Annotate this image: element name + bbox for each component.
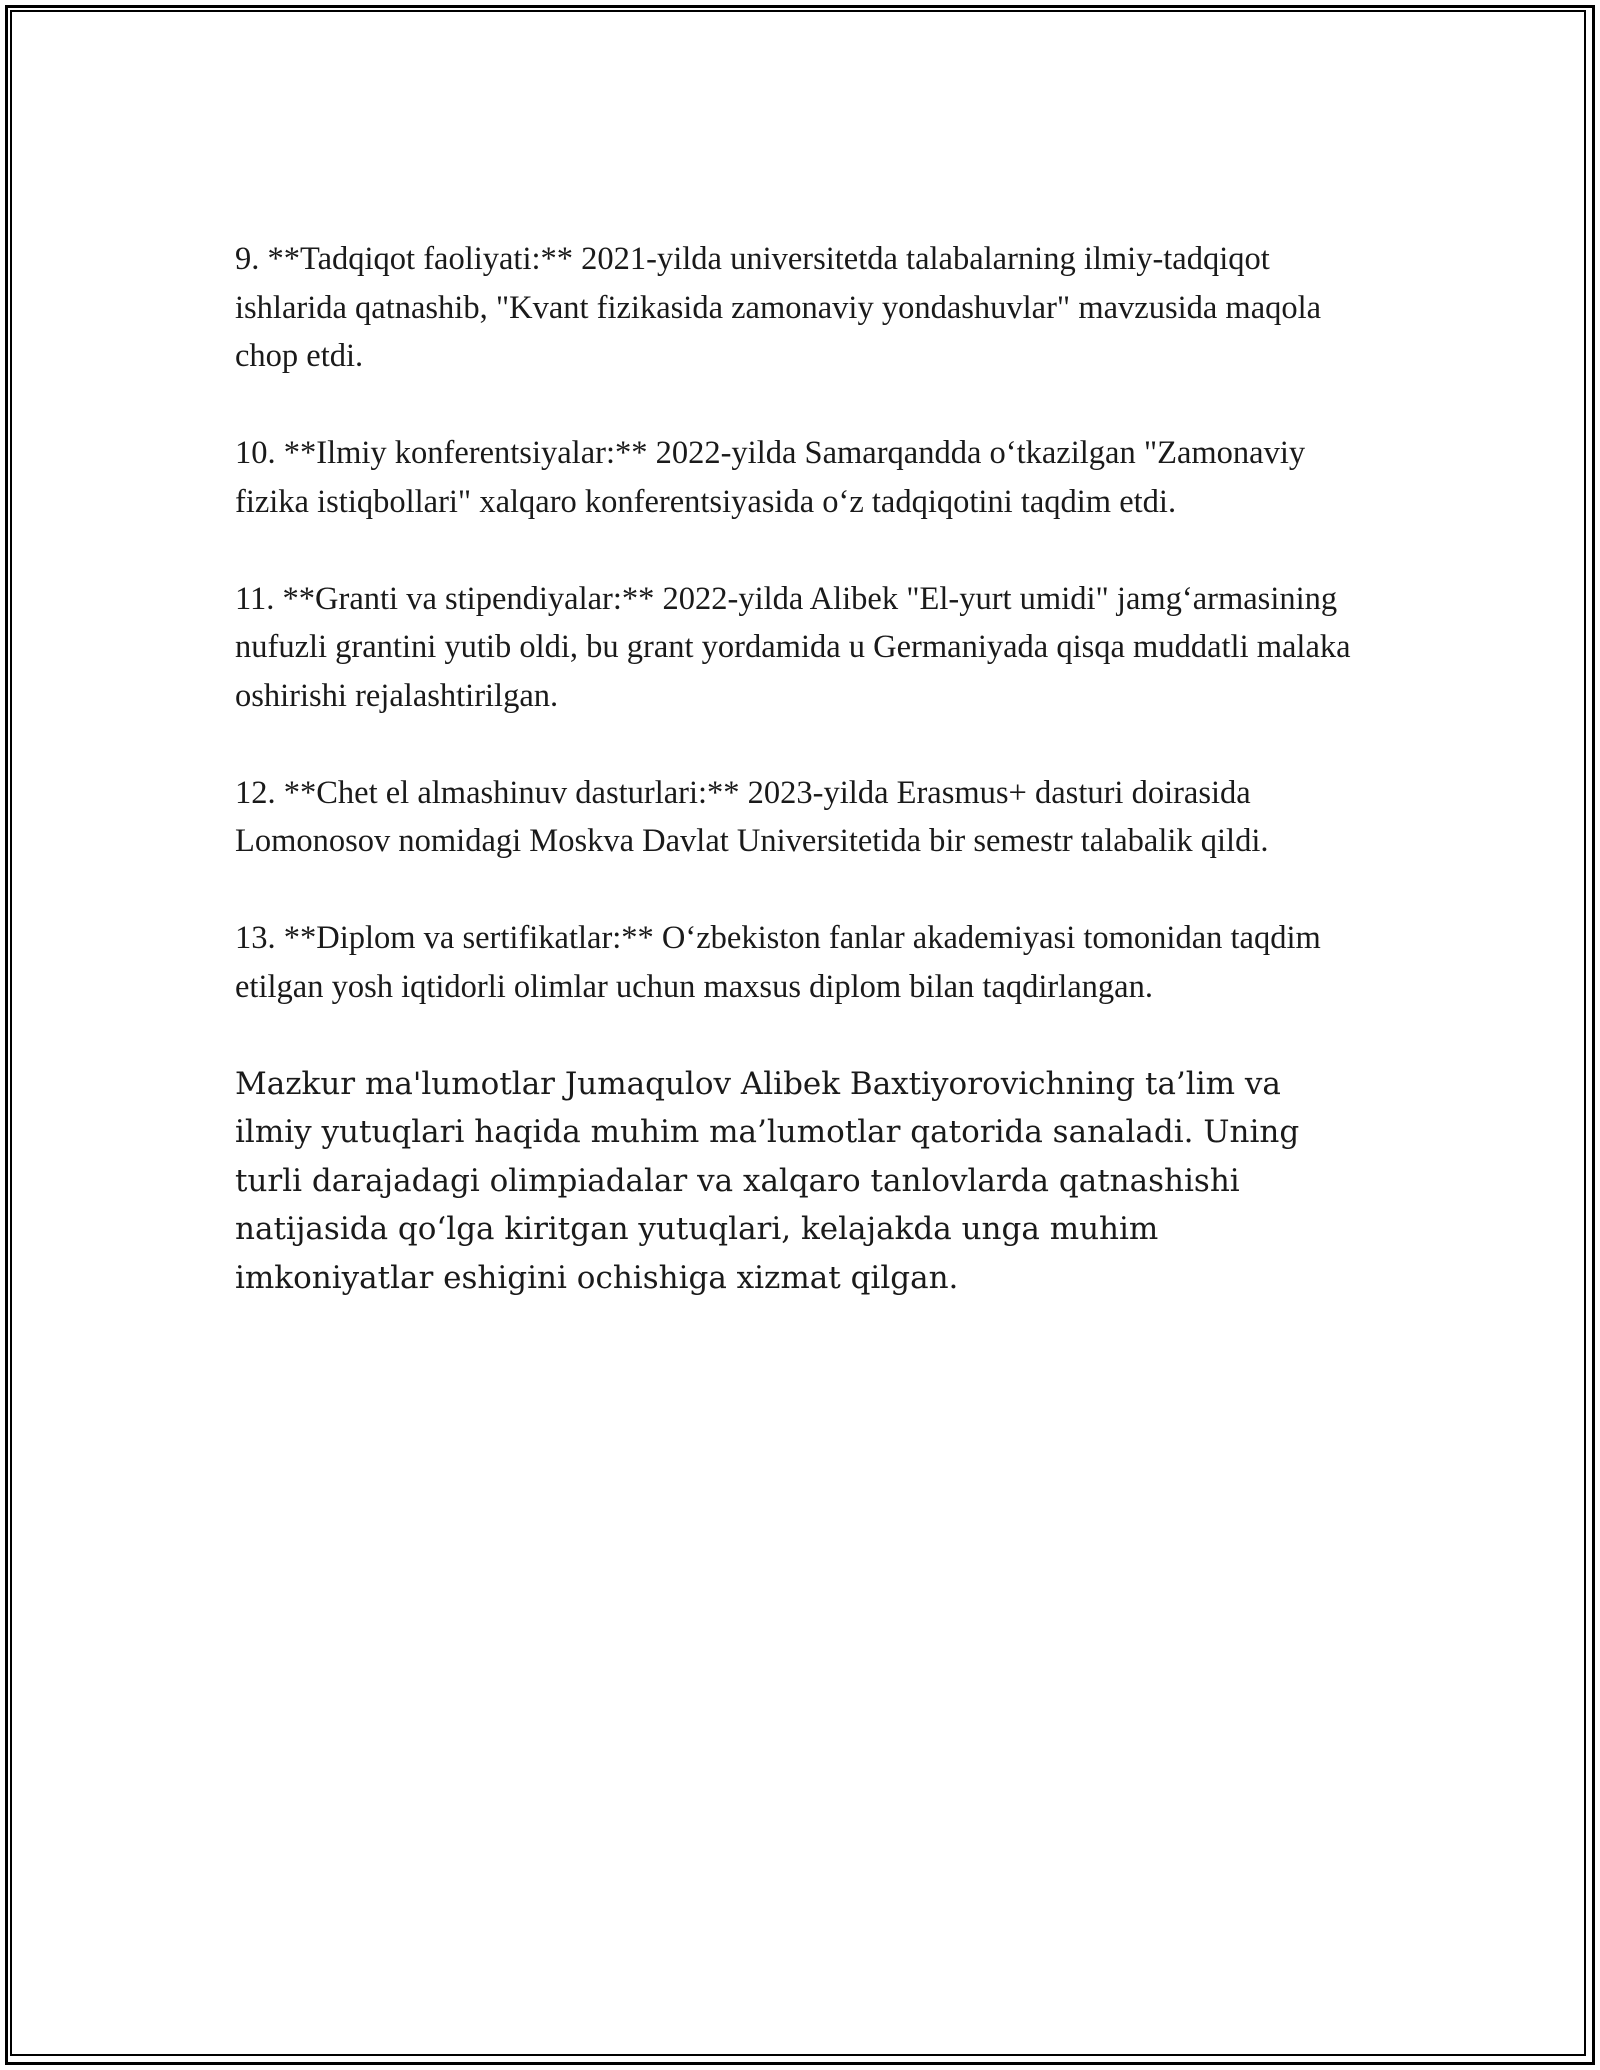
list-item-13: 13. **Diplom va sertifikatlar:** O‘zbekiston fanlar akademiyasi tomonidan taqdim etilgan yosh iqtidorli olimlar uchun maxsus diplom bilan taqdirlangan. [235, 920, 1321, 1005]
list-item-10: 10. **Ilmiy konferentsiyalar:** 2022-yilda Samarqandda o‘tkazilgan "Zamonaviy fizika istiqbollari" xalqaro konferentsiyasida o‘z tadqiqotini taqdim etdi. [235, 435, 1306, 520]
summary-paragraph: Mazkur ma'lumotlar Jumaqulov Alibek Baxtiyorovichning ta’lim va ilmiy yutuqlari haqida muhim ma’lumotlar qatorida sanaladi. Uning turli darajadagi olimpiadalar va xalqaro tanlovlarda qatnashishi natijasida qo‘lga kiritgan yutuqlari, kelajakda unga muhim imkoniyatlar eshigini ochishiga xizmat qilgan. [235, 1065, 1300, 1296]
document-body [235, 235, 1365, 1351]
list-item-9: 9. **Tadqiqot faoliyati:** 2021-yilda universitetda talabalarning ilmiy-tadqiqot ishlarida qatnashib, "Kvant fizikasida zamonaviy yondashuvlar" mavzusida maqola chop etdi. [235, 241, 1322, 374]
list-item-12: 12. **Chet el almashinuv dasturlari:** 2023-yilda Erasmus+ dasturi doirasida Lomonosov nomidagi Moskva Davlat Universitetida bir semestr talabalik qildi. [235, 774, 1269, 859]
list-item-11: 11. **Granti va stipendiyalar:** 2022-yilda Alibek "El-yurt umidi" jamg‘armasining nufuzli grantini yutib oldi, bu grant yordamida u Germaniyada qisqa muddatli malaka oshirishi rejalashtirilgan. [235, 580, 1351, 714]
